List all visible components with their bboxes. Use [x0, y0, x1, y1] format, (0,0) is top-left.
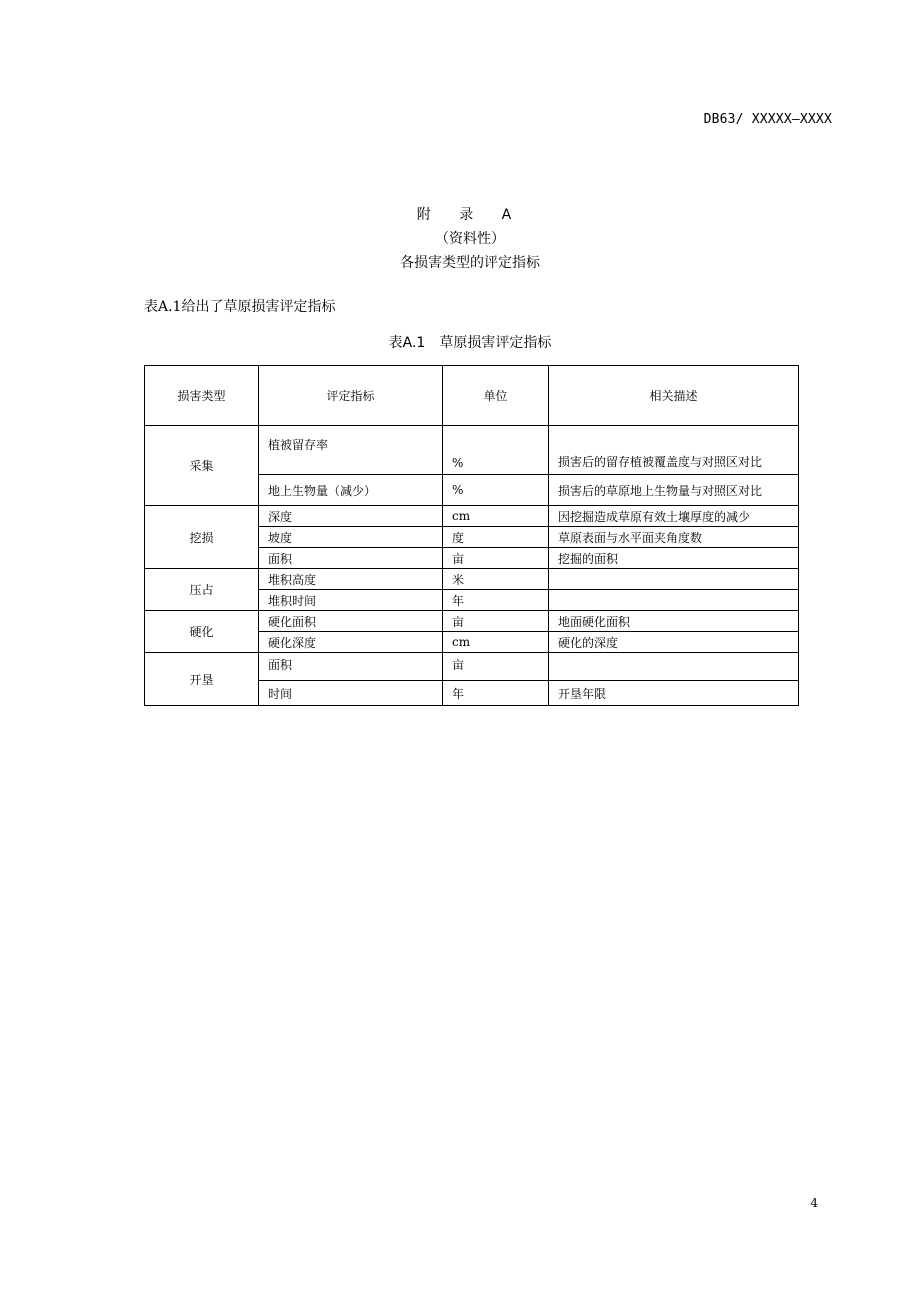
appendix-type: （资料性）: [435, 231, 505, 247]
appendix-heading: [0, 203, 920, 275]
table-body: [145, 426, 799, 706]
indicator-cell: 面积: [259, 548, 443, 569]
header-category: 损害类型: [145, 366, 259, 426]
unit-cell: 年: [443, 681, 549, 706]
description-cell: 开垦年限: [549, 681, 799, 706]
table-caption: 表A.1 草原损害评定指标: [388, 335, 552, 351]
unit-cell: 亩: [443, 548, 549, 569]
description-cell: 损害后的留存植被覆盖度与对照区对比: [549, 426, 799, 475]
description-cell: 挖掘的面积: [549, 548, 799, 569]
description-cell: 草原表面与水平面夹角度数: [549, 527, 799, 548]
description-cell: 硬化的深度: [549, 632, 799, 653]
indicator-cell: 深度: [259, 506, 443, 527]
category-cell: 压占: [145, 569, 259, 611]
table-row: [145, 506, 799, 527]
indicator-cell: 堆积高度: [259, 569, 443, 590]
unit-cell: 亩: [443, 611, 549, 632]
page-number: 4: [810, 1196, 818, 1210]
unit-cell: 度: [443, 527, 549, 548]
appendix-title: 各损害类型的评定指标: [400, 255, 540, 271]
indicator-cell: 地上生物量（减少）: [259, 475, 443, 506]
unit-cell: 亩: [443, 653, 549, 681]
standard-code: DB63/ XXXXX—XXXX: [703, 112, 832, 127]
indicator-cell: 堆积时间: [259, 590, 443, 611]
table-row: [145, 653, 799, 681]
unit-cell: cm: [443, 506, 549, 527]
description-cell: [549, 653, 799, 681]
category-cell: 开垦: [145, 653, 259, 706]
category-cell: 挖损: [145, 506, 259, 569]
indicator-cell: 硬化面积: [259, 611, 443, 632]
unit-cell: cm: [443, 632, 549, 653]
indicator-cell: 植被留存率: [259, 426, 443, 475]
unit-cell: 年: [443, 590, 549, 611]
table-row: [145, 611, 799, 632]
unit-cell: %: [443, 475, 549, 506]
category-cell: 硬化: [145, 611, 259, 653]
appendix-label: 附 录 A: [416, 207, 524, 223]
indicator-cell: 面积: [259, 653, 443, 681]
unit-cell: %: [443, 426, 549, 475]
description-cell: 地面硬化面积: [549, 611, 799, 632]
table-row: [145, 569, 799, 590]
unit-cell: 米: [443, 569, 549, 590]
intro-text: 表A.1给出了草原损害评定指标: [144, 299, 336, 315]
description-cell: [549, 590, 799, 611]
indicator-cell: 坡度: [259, 527, 443, 548]
table-header: [145, 366, 799, 426]
indicator-cell: 时间: [259, 681, 443, 706]
category-cell: 采集: [145, 426, 259, 506]
header-indicator: 评定指标: [259, 366, 443, 426]
table-row: [145, 426, 799, 475]
description-cell: 损害后的草原地上生物量与对照区对比: [549, 475, 799, 506]
description-cell: [549, 569, 799, 590]
description-cell: 因挖掘造成草原有效土壤厚度的减少: [549, 506, 799, 527]
header-description: 相关描述: [549, 366, 799, 426]
indicator-cell: 硬化深度: [259, 632, 443, 653]
header-row: [145, 366, 799, 426]
header-unit: 单位: [443, 366, 549, 426]
damage-indicator-table: [144, 365, 799, 706]
